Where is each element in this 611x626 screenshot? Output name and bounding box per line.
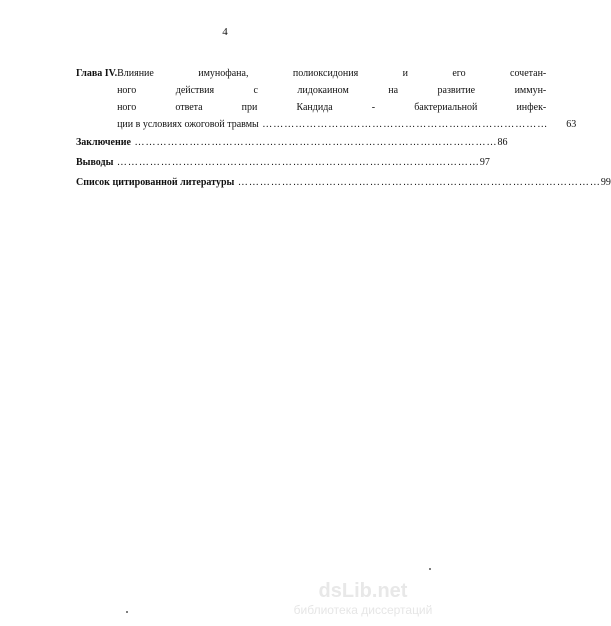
toc-entry-title: Выводы [76, 157, 114, 168]
toc-entry-findings [76, 153, 490, 173]
dot-leader: …………………………………………………………………… [258, 119, 549, 130]
watermark-brand-tld: .net [371, 580, 408, 602]
watermark-subtitle: библиотека диссертаций [293, 603, 433, 617]
toc-entry-title: Список цитированной литературы [76, 177, 235, 188]
watermark-brand: dsLib [318, 580, 372, 602]
toc-chapter-entry [76, 65, 577, 133]
watermark-logo [283, 580, 443, 602]
chapter-title-last-line [117, 116, 576, 133]
dot-leader: ……………………………………………………………………………………… [234, 177, 601, 188]
toc-entry-page: 99 [600, 177, 611, 188]
page-number: 4 [222, 26, 228, 38]
chapter-title-line: ции в условиях ожоговой травмы [117, 119, 259, 130]
dot-leader: ……………………………………………………………………………………… [113, 157, 480, 168]
scan-speck [429, 568, 431, 570]
chapter-title [117, 65, 576, 133]
chapter-title-line: Влияние имунофана, полиоксидония и его сочетан- [117, 68, 547, 79]
toc-entry-page: 97 [479, 157, 490, 168]
chapter-title-line: ного ответа при Кандида - бактериальной инфек- [117, 102, 547, 113]
toc-entry-references [76, 173, 611, 193]
chapter-page-number: 63 [566, 119, 577, 130]
toc-entry-page: 86 [497, 137, 508, 148]
toc-entry-conclusion [76, 133, 508, 153]
table-of-contents [76, 65, 611, 193]
scan-speck [126, 611, 128, 613]
dot-leader: ……………………………………………………………………………………… [130, 137, 498, 148]
chapter-label: Глава IV. [76, 68, 118, 79]
watermark [283, 580, 443, 617]
toc-entry-title: Заключение [76, 137, 131, 148]
chapter-title-line: ного действия с лидокаином на развитие иммун- [117, 85, 547, 96]
